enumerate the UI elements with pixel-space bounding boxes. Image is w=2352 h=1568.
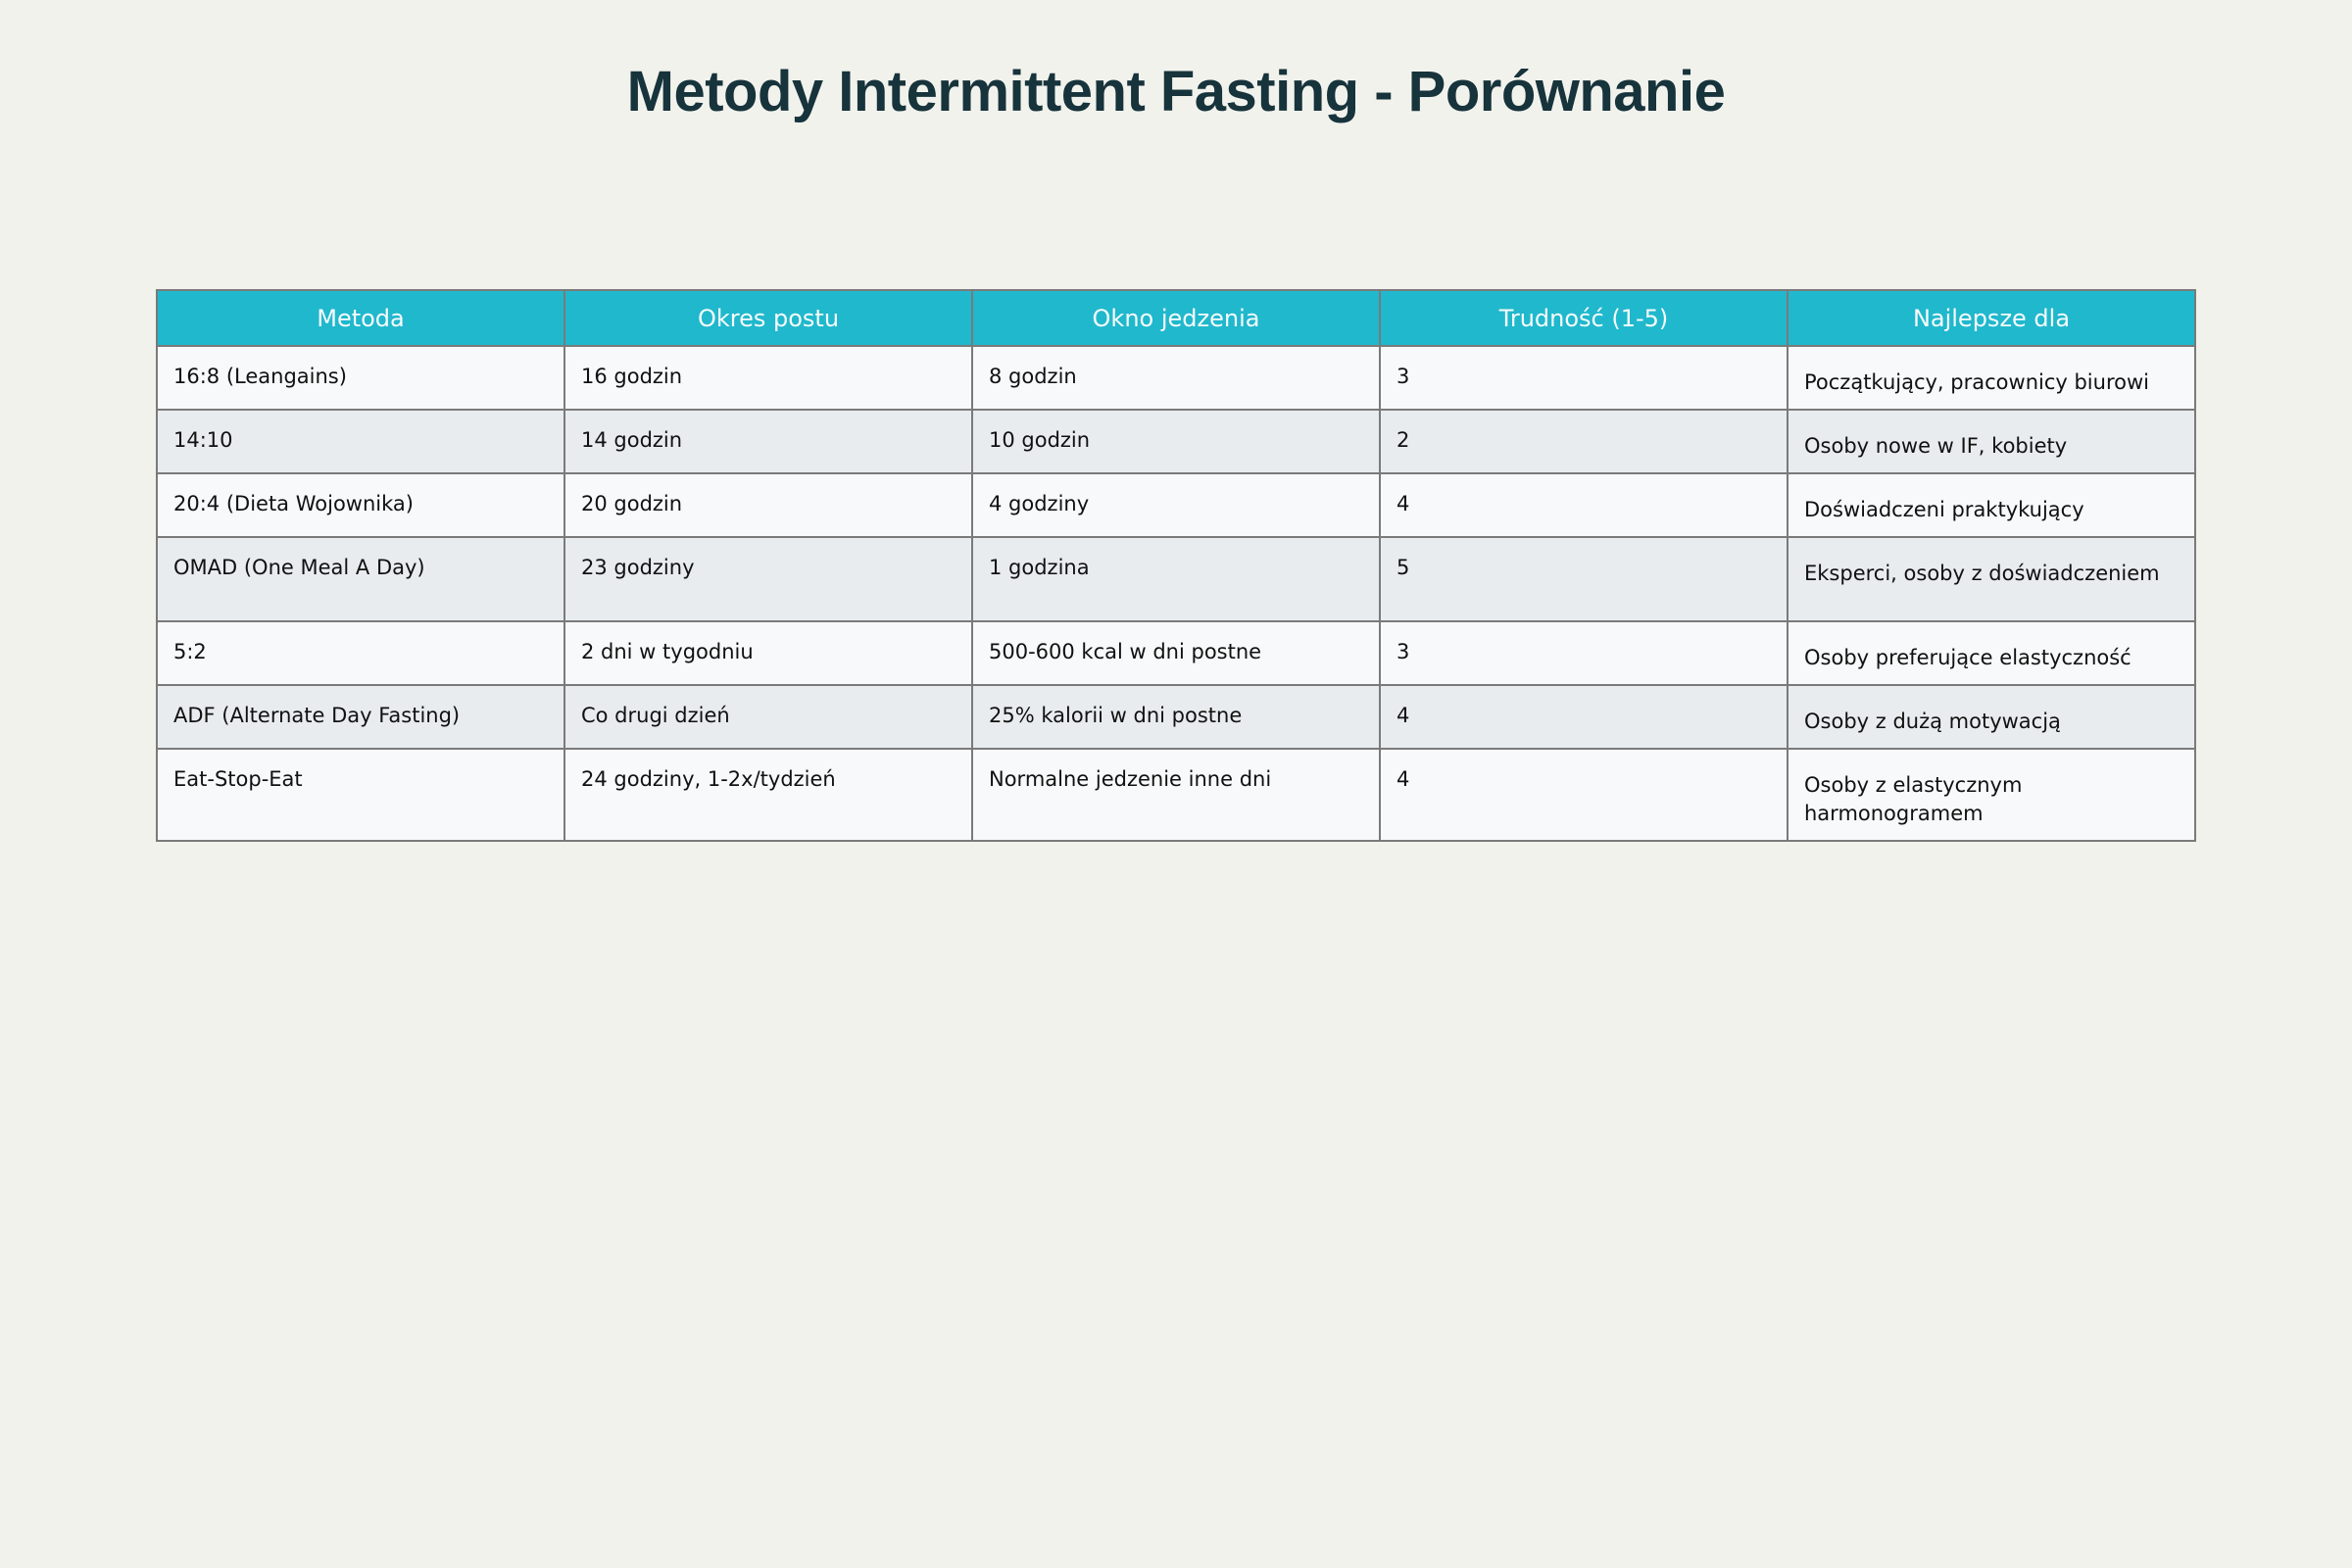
- table-cell: 5: [1380, 537, 1788, 621]
- table-cell: 20:4 (Dieta Wojownika): [157, 473, 564, 537]
- table-cell: 500-600 kcal w dni postne: [972, 621, 1380, 685]
- table-row: [157, 749, 2195, 841]
- table-cell: Eat-Stop-Eat: [157, 749, 564, 841]
- table-cell: 16 godzin: [564, 346, 972, 410]
- table-row: [157, 537, 2195, 621]
- table-cell: 5:2: [157, 621, 564, 685]
- table-cell: ADF (Alternate Day Fasting): [157, 685, 564, 749]
- header-cell-metoda: Metoda: [157, 290, 564, 346]
- table-row: [157, 473, 2195, 537]
- table-row: [157, 685, 2195, 749]
- table-cell: 4 godziny: [972, 473, 1380, 537]
- header-cell-najlepsze-dla: Najlepsze dla: [1788, 290, 2195, 346]
- table-header-row: [157, 290, 2195, 346]
- table-cell: Osoby nowe w IF, kobiety: [1788, 410, 2195, 473]
- table-cell: 2 dni w tygodniu: [564, 621, 972, 685]
- table-cell: OMAD (One Meal A Day): [157, 537, 564, 621]
- table-cell: 2: [1380, 410, 1788, 473]
- table-cell: Co drugi dzień: [564, 685, 972, 749]
- table-cell: Osoby z dużą motywacją: [1788, 685, 2195, 749]
- table-cell: Eksperci, osoby z doświadczeniem: [1788, 537, 2195, 621]
- table-cell: Doświadczeni praktykujący: [1788, 473, 2195, 537]
- comparison-table: [156, 289, 2196, 842]
- table-cell: 24 godziny, 1-2x/tydzień: [564, 749, 972, 841]
- table-cell: Początkujący, pracownicy biurowi: [1788, 346, 2195, 410]
- table-cell: 10 godzin: [972, 410, 1380, 473]
- header-cell-trudnosc: Trudność (1-5): [1380, 290, 1788, 346]
- table-cell: 4: [1380, 749, 1788, 841]
- table-cell: Normalne jedzenie inne dni: [972, 749, 1380, 841]
- table-cell: Osoby z elastycznym harmonogramem: [1788, 749, 2195, 841]
- table-cell: 23 godziny: [564, 537, 972, 621]
- table-cell: 8 godzin: [972, 346, 1380, 410]
- table-cell: 1 godzina: [972, 537, 1380, 621]
- table-cell: Osoby preferujące elastyczność: [1788, 621, 2195, 685]
- table-cell: 20 godzin: [564, 473, 972, 537]
- header-cell-okres-postu: Okres postu: [564, 290, 972, 346]
- table-cell: 14:10: [157, 410, 564, 473]
- table-cell: 14 godzin: [564, 410, 972, 473]
- header-cell-okno-jedzenia: Okno jedzenia: [972, 290, 1380, 346]
- table-row: [157, 621, 2195, 685]
- table-cell: 25% kalorii w dni postne: [972, 685, 1380, 749]
- table-cell: 3: [1380, 346, 1788, 410]
- table-cell: 4: [1380, 685, 1788, 749]
- page-title: Metody Intermittent Fasting - Porównanie: [626, 60, 1726, 123]
- table-cell: 4: [1380, 473, 1788, 537]
- table-cell: 16:8 (Leangains): [157, 346, 564, 410]
- table-row: [157, 346, 2195, 410]
- table-cell: 3: [1380, 621, 1788, 685]
- table-row: [157, 410, 2195, 473]
